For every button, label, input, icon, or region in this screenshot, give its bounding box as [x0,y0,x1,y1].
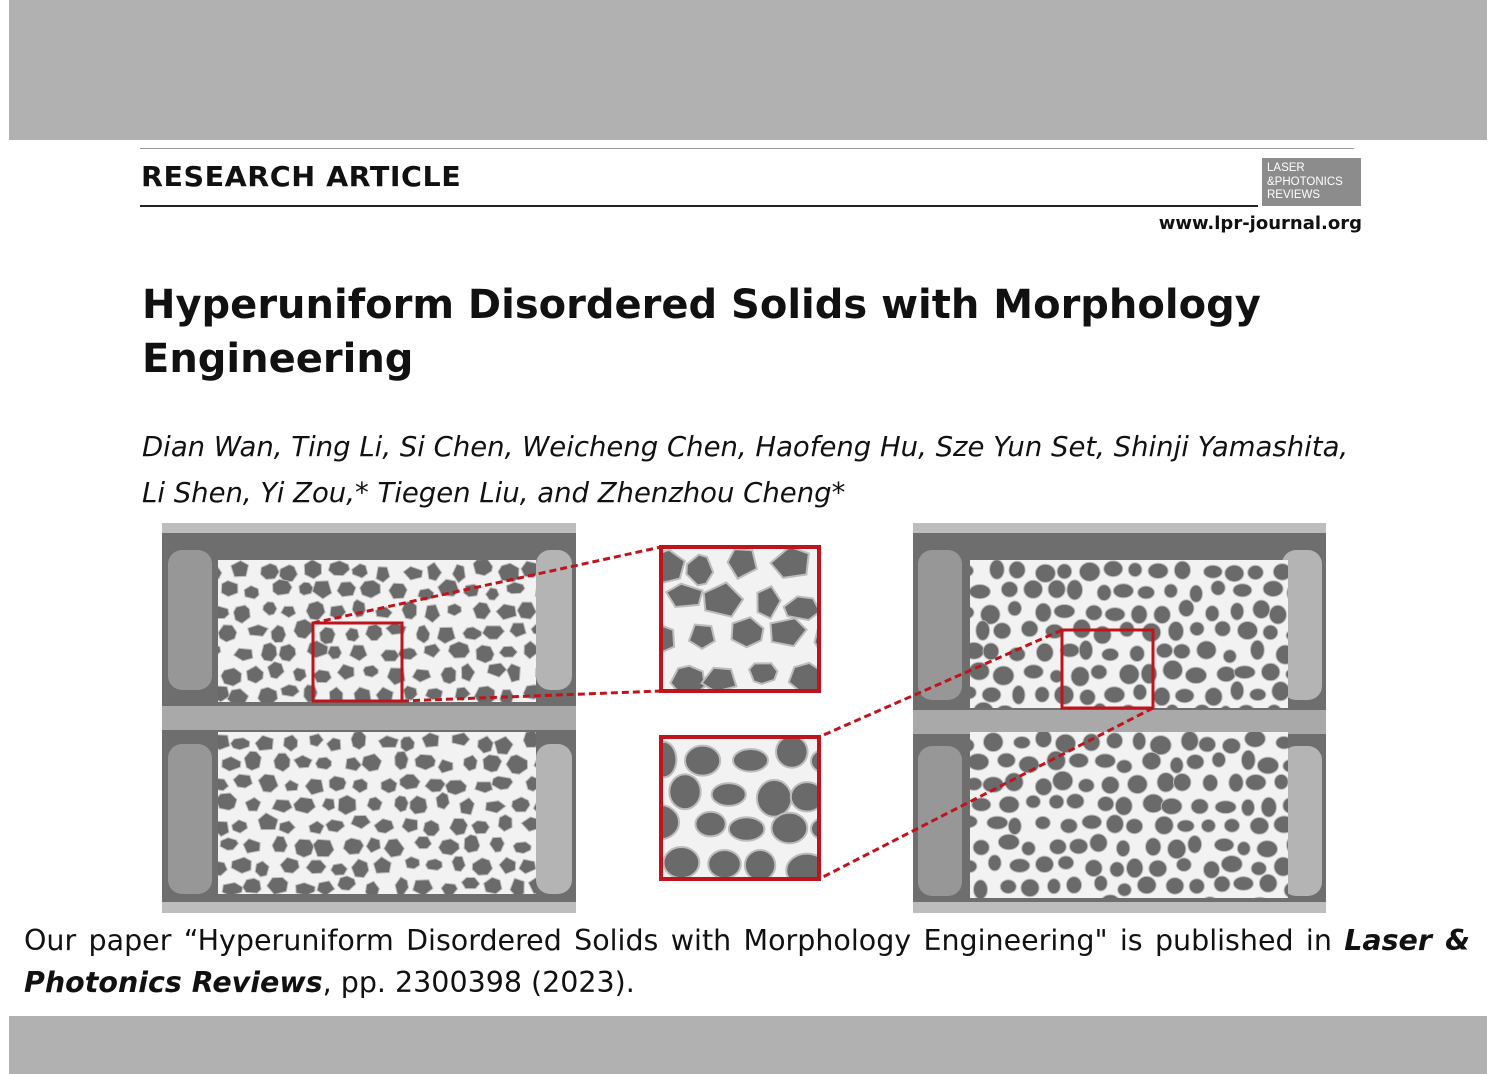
lattice-hole [1154,606,1171,624]
sem-micrograph-image [160,520,1328,916]
lattice-pattern [958,730,1320,916]
lattice-hole [1179,600,1194,617]
lattice-hole [1148,563,1168,578]
left-waveguide-top [162,523,576,533]
sem-figure [160,520,1328,916]
lattice-hole [295,839,314,857]
lattice-pattern [209,731,566,916]
lattice-hole [476,645,494,663]
lattice-hole [426,859,443,871]
lattice-hole [640,692,674,726]
lattice-hole [1058,856,1074,869]
bottom-gray-band [9,1016,1487,1074]
lattice-hole [1085,860,1102,877]
lattice-hole [1174,774,1191,792]
right-waveguide-center [913,710,1326,734]
lattice-hole [1250,818,1269,835]
lattice-hole [1217,667,1236,682]
lattice-hole [1010,859,1030,873]
lattice-hole [1094,876,1107,891]
lattice-hole [1050,839,1067,854]
paper-title: Hyperuniform Disordered Solids with Morphology Engineering [142,282,1261,382]
lattice-hole [733,749,768,772]
lattice-hole [329,776,346,791]
lattice-hole [1110,862,1124,877]
lattice-hole [1035,687,1049,702]
lattice-pattern [958,560,1315,727]
lattice-hole [1155,816,1173,834]
lattice-hole [1133,732,1146,750]
lattice-hole [1201,819,1215,832]
lattice-hole [1118,883,1132,896]
lattice-hole [299,582,313,595]
lattice-hole [1211,581,1225,596]
author-line-2: Li Shen, Yi Zou,* Tiegen Liu, and Zhenzhou Cheng* [142,477,846,509]
lattice-hole [1035,778,1052,795]
lattice-hole [837,780,868,813]
lattice-hole [983,733,1003,752]
lattice-hole [993,666,1014,685]
lattice-hole [1188,836,1202,854]
lattice-hole [736,889,768,917]
lattice-hole [1128,775,1148,794]
left-pad-bl [168,744,212,894]
lattice-hole [999,796,1019,813]
caption-journal-name[interactable]: Laser & Photonics Reviews [24,924,1470,999]
lattice-hole [1246,775,1266,791]
lattice-hole [745,850,775,881]
lattice-hole [691,694,722,729]
lattice-hole [808,885,843,916]
left-pad-tl [168,550,212,690]
lattice-hole [1205,688,1222,706]
lattice-hole [990,560,1005,580]
lattice-hole [669,774,700,809]
lattice-hole [786,854,827,887]
lattice-hole [1234,666,1255,679]
lattice-hole [1022,842,1036,856]
lattice-hole [1098,797,1114,812]
lattice-hole [395,751,409,770]
lattice-hole [1126,819,1143,834]
lattice-hole [982,687,1001,702]
lattice-hole [1066,877,1081,894]
lattice-hole [712,783,746,806]
right-waveguide-bottom [913,902,1326,913]
lattice-hole [1143,794,1164,813]
lattice-hole [772,813,808,844]
lattice-hole [664,847,700,878]
journal-url[interactable]: www.lpr-journal.org [1158,213,1362,234]
lattice-hole [1261,663,1279,681]
author-line-1: Dian Wan, Ting Li, Si Chen, Weicheng Chen, Haofeng Hu, Sze Yun Set, Shinji Yamashita, [142,431,1349,463]
lattice-hole [313,839,334,856]
lattice-hole [968,754,989,771]
journal-logo-line: REVIEWS [1267,189,1321,201]
lattice-hole [1106,815,1123,833]
lattice-hole [1127,858,1143,877]
lattice-hole [1253,600,1270,618]
lattice-hole [1272,682,1290,701]
lattice-hole [1164,584,1177,598]
lattice-hole [1095,754,1115,768]
left-waveguide-bottom [162,902,576,913]
lattice-hole [1229,774,1243,792]
lattice-hole [351,731,366,750]
lattice-hole [1021,879,1039,897]
lattice-hole [736,696,765,730]
lattice-hole [1083,734,1100,751]
caption-citation: , pp. 2300398 (2023). [322,966,635,999]
header-bottom-rule [140,205,1258,207]
lattice-hole [1067,580,1083,600]
lattice-hole [1175,689,1194,703]
lattice-hole [1231,681,1244,700]
lattice-hole [1261,797,1276,817]
lattice-hole [1012,686,1025,705]
lattice-hole [1009,561,1025,578]
lattice-hole [1026,795,1040,808]
lattice-hole [1149,860,1167,877]
lattice-pattern [640,736,868,916]
lattice-hole [1082,815,1102,829]
lattice-hole [1225,565,1244,582]
article-type-label: RESEARCH ARTICLE [141,160,462,193]
lattice-hole [651,742,676,778]
lattice-hole [1156,643,1172,657]
lattice-hole [1157,773,1175,792]
lattice-hole [969,585,990,599]
lattice-hole [1233,584,1252,597]
lattice-hole [1107,733,1123,749]
right-pad-bl [918,746,962,896]
lattice-hole [1150,736,1171,755]
lattice-hole [1021,621,1038,637]
lattice-hole [1222,738,1240,753]
lattice-hole [1054,686,1073,705]
lattice-hole [1231,603,1244,620]
lattice-hole [774,694,809,724]
lattice-hole [1105,608,1125,622]
lattice-hole [1071,667,1089,687]
lattice-hole [1131,605,1147,623]
lattice-hole [1168,839,1186,858]
lattice-hole [221,668,242,686]
lattice-hole [1008,818,1021,835]
lattice-hole [729,817,765,841]
lattice-hole [1116,840,1129,856]
lattice-hole [1203,775,1218,792]
journal-logo-line: LASER [1267,162,1305,174]
lattice-hole [974,880,988,899]
lattice-hole [987,816,1008,829]
lattice-hole [1001,582,1017,598]
lattice-hole [1257,841,1278,858]
left-waveguide-center [162,706,576,730]
lattice-hole [1263,625,1278,640]
lattice-hole [1104,687,1125,703]
lattice-hole [1251,862,1266,876]
lattice-hole [1133,684,1146,700]
lattice-hole [1190,585,1203,602]
lattice-hole [1079,641,1092,660]
lattice-hole [696,812,726,837]
lattice-hole [1102,777,1120,794]
lattice-hole [1036,856,1054,872]
lattice-hole [1070,839,1088,854]
header-top-rule [140,148,1354,149]
lattice-hole [1142,752,1161,769]
lattice-hole [337,582,356,597]
lattice-hole [1154,687,1170,705]
lattice-hole [1130,646,1145,662]
lattice-hole [1237,842,1250,856]
lattice-hole [1163,660,1183,679]
lattice-hole [1212,752,1225,767]
lattice-hole [812,694,839,728]
lattice-hole [1086,605,1102,620]
lattice-hole [1170,757,1183,773]
lattice-hole [221,581,238,597]
lattice-hole [1221,856,1242,873]
lattice-hole [1000,880,1016,894]
lattice-hole [1204,861,1220,878]
lattice-hole [1035,564,1055,582]
lattice-hole [686,891,714,916]
lattice-hole [1224,819,1239,832]
lattice-hole [1117,760,1132,773]
lattice-hole [646,882,672,911]
lattice-hole [1168,622,1183,641]
lattice-hole [1146,838,1161,856]
lattice-hole [1174,644,1191,659]
lattice-hole [273,579,292,595]
lattice-hole [1008,601,1022,616]
lattice-hole [976,621,990,641]
left-pad-br [536,744,572,894]
lattice-hole [1067,794,1084,809]
lattice-hole [998,753,1016,767]
lattice-hole [708,850,741,878]
figure-caption [24,920,1470,1004]
lattice-hole [1090,834,1107,852]
lattice-hole [1014,737,1031,749]
lattice-hole [1245,730,1266,747]
lattice-hole [1115,797,1132,816]
lattice-hole [1205,606,1219,622]
lattice-hole [1035,730,1051,747]
lattice-hole [1197,641,1216,659]
lattice-hole [818,548,848,572]
lattice-hole [1061,819,1078,833]
lattice-hole [993,623,1010,639]
lattice-hole [1274,774,1288,789]
lattice-hole [1248,565,1264,579]
lattice-hole [811,817,843,840]
lattice-hole [316,757,332,769]
lattice-hole [1259,874,1277,892]
lattice-hole [1269,605,1286,624]
lattice-hole [1185,667,1206,683]
lattice-hole [1069,753,1088,767]
lattice-hole [1119,664,1139,684]
lattice-hole [1214,838,1233,851]
right-waveguide-top [913,523,1326,533]
lattice-hole [1079,562,1100,581]
lattice-hole [1113,584,1133,598]
lattice-hole [685,746,720,776]
lattice-hole [1024,580,1043,598]
author-list [142,424,1372,516]
lattice-hole [1036,643,1053,661]
lattice-hole [1177,858,1192,871]
lattice-hole [1080,690,1096,706]
journal-logo [1262,158,1361,206]
top-gray-band [9,0,1487,140]
lattice-hole [1223,650,1236,663]
lattice-hole [1078,779,1094,793]
lattice-hole [1181,731,1198,750]
lattice-pattern [640,547,871,730]
lattice-hole [1035,816,1050,829]
lattice-hole [1238,622,1258,640]
lattice-hole [757,780,792,817]
lattice-hole [1263,581,1283,597]
lattice-hole [1191,799,1208,814]
lattice-hole [1054,605,1075,619]
lattice-hole [1187,755,1204,770]
lattice-hole [1174,561,1190,579]
lattice-hole [1190,622,1204,636]
lattice-hole [776,882,802,916]
lattice-hole [1242,799,1255,816]
lattice-hole [1057,564,1072,579]
lattice-hole [1091,665,1107,679]
lattice-hole [1161,798,1182,814]
lattice-hole [973,840,989,855]
lattice-hole [1048,580,1065,598]
caption-text: Our paper “Hyperuniform Disordered Solids with Morphology Engineering" is published in [24,924,1345,957]
lattice-hole [1047,879,1060,894]
lattice-hole [1049,795,1064,809]
lattice-hole [1053,771,1073,790]
lattice-hole [1251,640,1265,660]
lattice-hole [776,736,808,768]
lattice-hole [828,584,869,608]
lattice-hole [1102,648,1119,660]
lattice-hole [749,663,777,684]
lattice-hole [1142,623,1161,642]
lattice-hole [998,834,1019,850]
lattice-hole [1024,665,1044,679]
lattice-hole [1104,561,1123,577]
lattice-hole [1137,876,1156,893]
lattice-hole [1215,801,1236,814]
lattice-hole [1166,878,1184,895]
lattice-hole [381,650,400,662]
lattice-hole [1257,757,1278,774]
lattice-hole [1214,876,1230,892]
lattice-hole [834,662,871,689]
lattice-hole [261,643,277,662]
lattice-hole [1189,879,1204,894]
lattice-hole [1128,563,1142,577]
journal-logo-line: &PHOTONICS [1267,175,1343,188]
lattice-hole [1138,586,1155,599]
lattice-hole [1215,621,1231,636]
lattice-hole [1233,877,1253,891]
lattice-hole [1250,689,1266,701]
lattice-hole [1241,750,1255,770]
lattice-hole [811,749,840,773]
lattice-hole [1199,737,1216,752]
lattice-hole [405,857,420,869]
lattice-hole [1177,820,1194,832]
lattice-hole [1097,585,1111,601]
lattice-hole [1035,603,1051,622]
lattice-hole [1204,565,1223,578]
lattice-hole [988,855,1001,871]
